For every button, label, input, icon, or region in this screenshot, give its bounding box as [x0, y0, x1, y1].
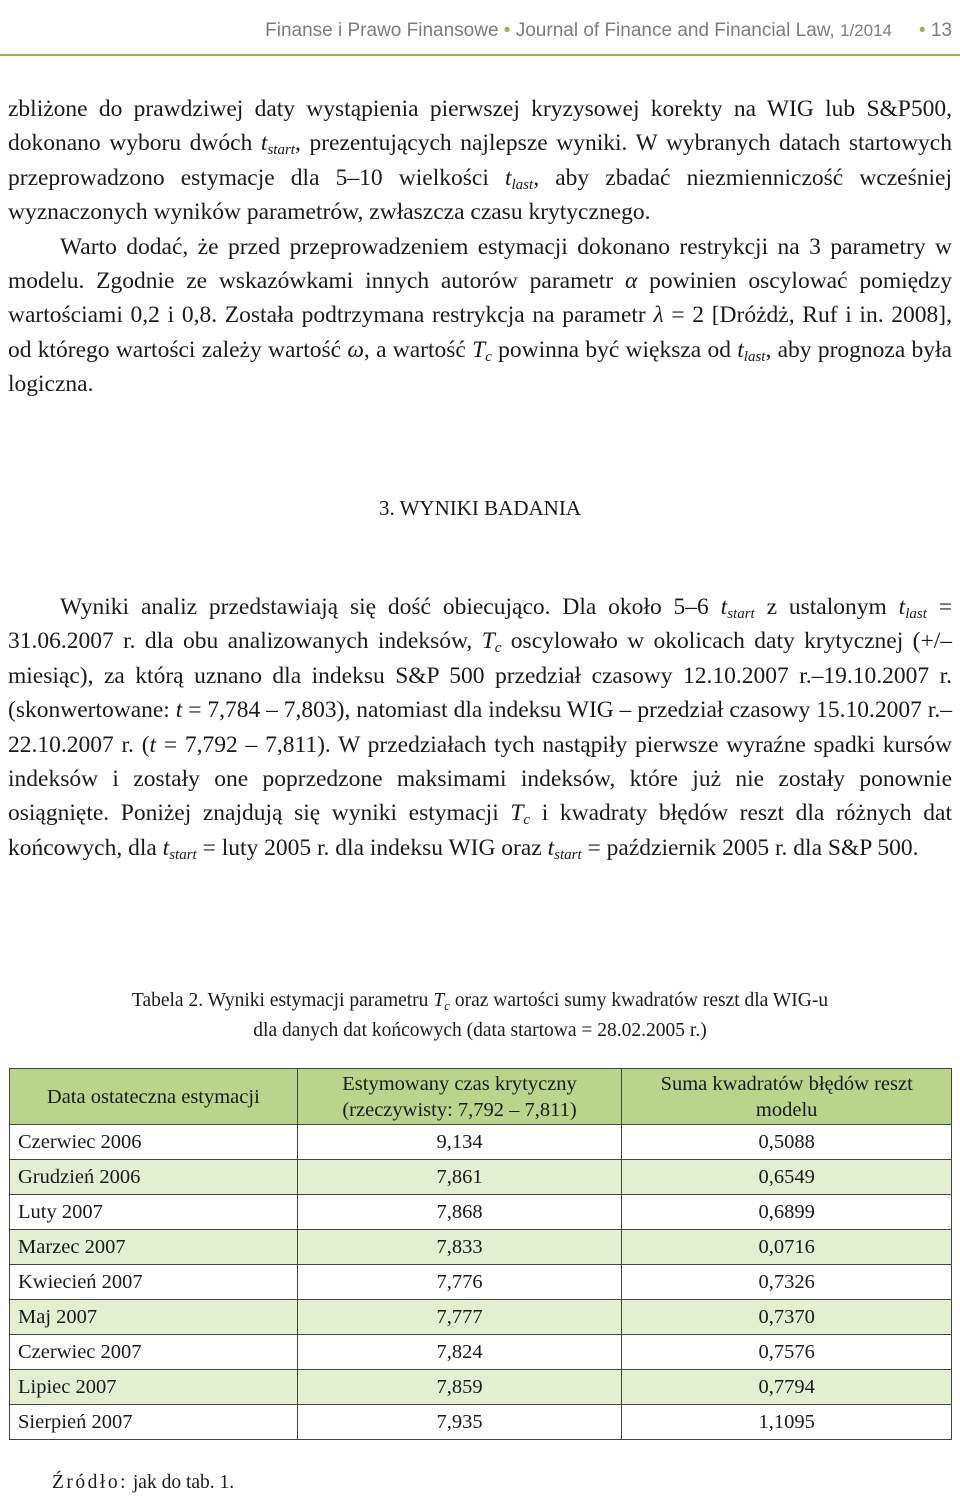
cell-sum-squares: 1,1095 — [622, 1405, 952, 1440]
cell-critical-time: 7,935 — [297, 1405, 622, 1440]
cell-sum-squares: 0,5088 — [622, 1125, 952, 1160]
table-row — [10, 1265, 952, 1300]
cell-date: Czerwiec 2006 — [10, 1125, 298, 1160]
journal-title: Finanse i Prawo Finansowe • Journal of Finance and Financial Law, 1/2014 — [265, 20, 892, 41]
cell-date: Czerwiec 2007 — [10, 1335, 298, 1370]
table-header-row — [10, 1069, 952, 1125]
cell-sum-squares: 0,6899 — [622, 1195, 952, 1230]
section-heading: 3. WYNIKI BADANIA — [378, 496, 581, 520]
cell-date: Marzec 2007 — [10, 1230, 298, 1265]
results-section — [8, 590, 952, 865]
table-row — [10, 1160, 952, 1195]
cell-date: Lipiec 2007 — [10, 1370, 298, 1405]
source-label: Źródło: — [52, 1472, 128, 1493]
cell-critical-time: 7,833 — [297, 1230, 622, 1265]
table-caption-line-2: dla danych dat końcowych (data startowa = 28.02.2005 r.) — [253, 1020, 707, 1041]
cell-date: Maj 2007 — [10, 1300, 298, 1335]
source-note: Źródło: jak do tab. 1. — [52, 1472, 235, 1493]
header-sum-squares: Suma kwadratów błędów reszt modelu — [622, 1069, 952, 1125]
cell-critical-time: 7,777 — [297, 1300, 622, 1335]
results-table — [9, 1068, 952, 1440]
cell-sum-squares: 0,0716 — [622, 1230, 952, 1265]
table-row — [10, 1335, 952, 1370]
issue-number: 1/2014 — [840, 21, 892, 40]
cell-sum-squares: 0,7576 — [622, 1335, 952, 1370]
table-row — [10, 1195, 952, 1230]
table-row — [10, 1405, 952, 1440]
cell-critical-time: 9,134 — [297, 1125, 622, 1160]
body-paragraphs — [8, 92, 952, 402]
header-critical-time: Estymowany czas krytyczny (rzeczywisty: 7,792 – 7,811) — [297, 1069, 622, 1125]
table-row — [10, 1370, 952, 1405]
paragraph-1: zbliżone do prawdziwej daty wystąpienia pierwszej kryzysowej korekty na WIG lub S&P500, dokonano wyboru dwóch $t_{start}$, prezentujących najlepsze wyniki. W wybranych datach startowych przeprowadzono estymacje dla 5–10 wielkości $t_{last}$, aby zbadać niezmienniczość wcześniej wyznaczonych wyników parametrów, zwłaszcza czasu krytycznego. — [8, 96, 952, 226]
page-number: • 13 — [918, 20, 952, 41]
table-row — [10, 1300, 952, 1335]
paragraph-2: Warto dodać, że przed przeprowadzeniem estymacji dokonano restrykcji na 3 parametry w modelu. Zgodnie ze wskazówkami innych autorów parametr α powinien oscylować pomiędzy wartościami 0,2 i 0,8. Została podtrzymana restrykcja na parametr λ = 2 [Dróżdż, Ruf i in. 2008], od którego wartości zależy wartość ω, a wartość $T_c$ powinna być większa od $t_{last}$, aby prognoza była logiczna. — [8, 233, 952, 398]
cell-sum-squares: 0,7794 — [622, 1370, 952, 1405]
results-paragraph: Wyniki analiz przedstawiają się dość obiecująco. Dla około 5–6 $t_{start}$ z ustalonym $t_{last} = 31.06.2007$ r. dla obu analizowanych indeksów, $T_c$ oscylowało w okolicach daty krytycznej (+/– miesiąc), za którą uznano dla indeksu S&P 500 przedział czasowy 12.10.2007 r.–19.10.2007 r. (skonwertowane: t = 7,784 – 7,803), natomiast dla indeksu WIG – przedział czasowy 15.10.2007 r.–22.10.2007 r. (t = 7,792 – 7,811). W przedziałach tych nastąpiły pierwsze wyraźne spadki kursów indeksów i zostały one poprzedzone maksimami indeksów, które już nie zostały ponownie osiągnięte. Poniżej znajdują się wyniki estymacji $T_c$ i kwadraty błędów reszt dla różnych dat końcowych, dla $t_{start}$ = luty 2005 r. dla indeksu WIG oraz $t_{start}$ = październik 2005 r. dla S&P 500. — [8, 594, 952, 863]
cell-critical-time: 7,859 — [297, 1370, 622, 1405]
cell-critical-time: 7,861 — [297, 1160, 622, 1195]
table-caption: Tabela 2. Wyniki estymacji parametru $T_c$ oraz wartości sumy kwadratów reszt dla WIG-u dla danych dat końcowych (data startowa = 28.02.2005 r.) — [131, 990, 829, 1041]
cell-sum-squares: 0,6549 — [622, 1160, 952, 1195]
cell-critical-time: 7,824 — [297, 1335, 622, 1370]
cell-date: Kwiecień 2007 — [10, 1265, 298, 1300]
cell-sum-squares: 0,7326 — [622, 1265, 952, 1300]
bullet-separator: • — [503, 20, 511, 41]
header-date: Data ostateczna estymacji — [10, 1069, 298, 1125]
cell-date: Luty 2007 — [10, 1195, 298, 1230]
cell-critical-time: 7,868 — [297, 1195, 622, 1230]
table-body — [10, 1125, 952, 1440]
cell-critical-time: 7,776 — [297, 1265, 622, 1300]
table-row — [10, 1125, 952, 1160]
cell-date: Grudzień 2006 — [10, 1160, 298, 1195]
table-row — [10, 1230, 952, 1265]
running-header — [0, 0, 960, 56]
cell-date: Sierpień 2007 — [10, 1405, 298, 1440]
cell-sum-squares: 0,7370 — [622, 1300, 952, 1335]
